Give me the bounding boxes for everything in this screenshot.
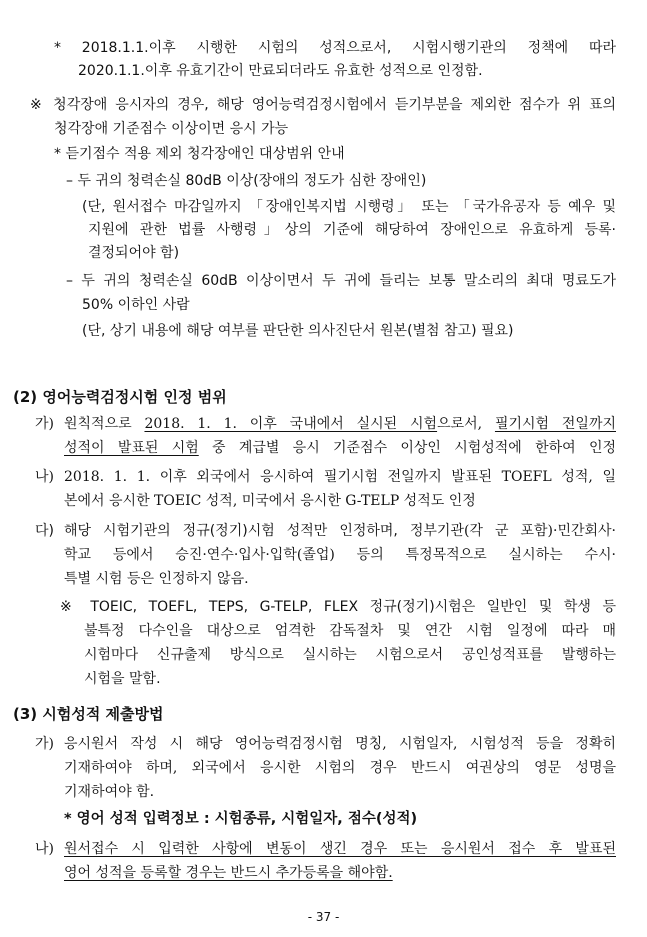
hearing-item-2-line-1: – 두 귀의 청력손실 60dB 이상이면서 두 귀에 들리는 보통 말소리의 최대 명료도가: [66, 273, 616, 289]
section-2-ga-line-2: 성적이 발표된 시험 중 계급별 응시 기준점수 이상인 시험성적에 한하여 인정: [64, 440, 617, 456]
hearing-notice-line-2: 청각장애 기준점수 이상이면 응시 가능: [54, 121, 289, 137]
page-number: - 37 -: [307, 910, 340, 924]
hearing-item-1-note-2: 지원에 관한 법률 사행령」상의 기준에 해당하여 장애인으로 유효하게 등록·: [88, 222, 616, 238]
section-2-na-line-2: 본에서 응시한 TOEIC 성적, 미국에서 응시한 G-TELP 성적도 인정: [64, 493, 476, 509]
section-3-na-line-1: 원서접수 시 입력한 사항에 변동이 생긴 경우 또는 응시원서 접수 후 발표된: [64, 841, 616, 857]
section-2-da-marker: 다): [35, 523, 54, 539]
section-2-note-line-2: 불특정 다수인을 대상으로 엄격한 감독절차 및 연간 시험 일정에 따라 매: [84, 623, 616, 639]
section-2-ga-marker: 가): [35, 416, 54, 432]
section-2-note-line-4: 시험을 말함.: [84, 671, 161, 687]
section-3-heading: (3) 시험성적 제출방법: [13, 705, 164, 723]
section-3-ga-marker: 가): [35, 736, 54, 752]
section-3-na-line-2: 영어 성적을 등록할 경우는 반드시 추가등록을 해야함.: [64, 865, 393, 881]
hearing-subtitle: * 듣기점수 적용 제외 청각장애인 대상범위 안내: [54, 146, 345, 162]
hearing-item-1-note-3: 결정되어야 함): [88, 245, 180, 261]
section-2-na-marker: 나): [35, 469, 54, 485]
top-note-line-1: * 2018.1.1.이후 시행한 시험의 성적으로서, 시험시행기관의 정책에 따라: [54, 40, 616, 56]
top-note-line-2: 2020.1.1.이후 유효기간이 만료되더라도 유효한 성적으로 인정함.: [78, 63, 483, 79]
section-2-da-line-1: 해당 시험기관의 정규(정기)시험 성적만 인정하며, 정부기관(각 군 포함)·민간회사·: [64, 523, 616, 539]
section-2-da-line-2: 학교 등에서 승진·연수·입사·입학(졸업) 등의 특정목적으로 실시하는 수시·: [64, 547, 616, 563]
section-3-ga-line-1: 응시원서 작성 시 해당 영어능력검정시험 명칭, 시험일자, 시험성적 등을 정확히: [64, 736, 616, 752]
section-2-note-line-1: ※ TOEIC, TOEFL, TEPS, G-TELP, FLEX 정규(정기)시험은 일반인 및 학생 등: [60, 599, 616, 615]
section-2-na-line-1: 2018. 1. 1. 이후 외국에서 응시하여 필기시험 전일까지 발표된 TOEFL 성적, 일: [64, 469, 616, 485]
hearing-item-1-note-1: (단, 원서접수 마감일까지 「장애인복지법 시행령」 또는 「국가유공자 등 예우 및: [82, 199, 616, 215]
section-2-da-line-3: 특별 시험 등은 인정하지 않음.: [64, 571, 249, 587]
section-2-heading: (2) 영어능력검정시험 인정 범위: [13, 388, 227, 406]
hearing-item-1: – 두 귀의 청력손실 80dB 이상(장애의 정도가 심한 장애인): [66, 173, 427, 189]
section-2-note-line-3: 시험마다 신규출제 방식으로 실시하는 시험으로서 공인성적표를 발행하는: [84, 647, 616, 663]
hearing-notice-line-1: ※ 청각장애 응시자의 경우, 해당 영어능력검정시험에서 듣기부분을 제외한 점수가 위 표의: [30, 97, 616, 113]
section-3-ga-line-3: 기재하여야 함.: [64, 784, 155, 800]
section-3-ga-line-2: 기재하여야 하며, 외국에서 응시한 시험의 경우 반드시 여권상의 영문 성명을: [64, 760, 616, 776]
hearing-item-2-note: (단, 상기 내용에 해당 여부를 판단한 의사진단서 원본(별첨 참고) 필요): [82, 323, 514, 339]
score-input-info: * 영어 성적 입력정보 : 시험종류, 시험일자, 점수(성적): [64, 811, 418, 827]
section-2-ga-line-1: 원칙적으로 2018. 1. 1. 이후 국내에서 실시된 시험으로서, 필기시험 전일까지: [64, 416, 616, 432]
section-3-na-marker: 나): [35, 841, 54, 857]
hearing-item-2-line-2: 50% 이하인 사람: [82, 297, 190, 313]
